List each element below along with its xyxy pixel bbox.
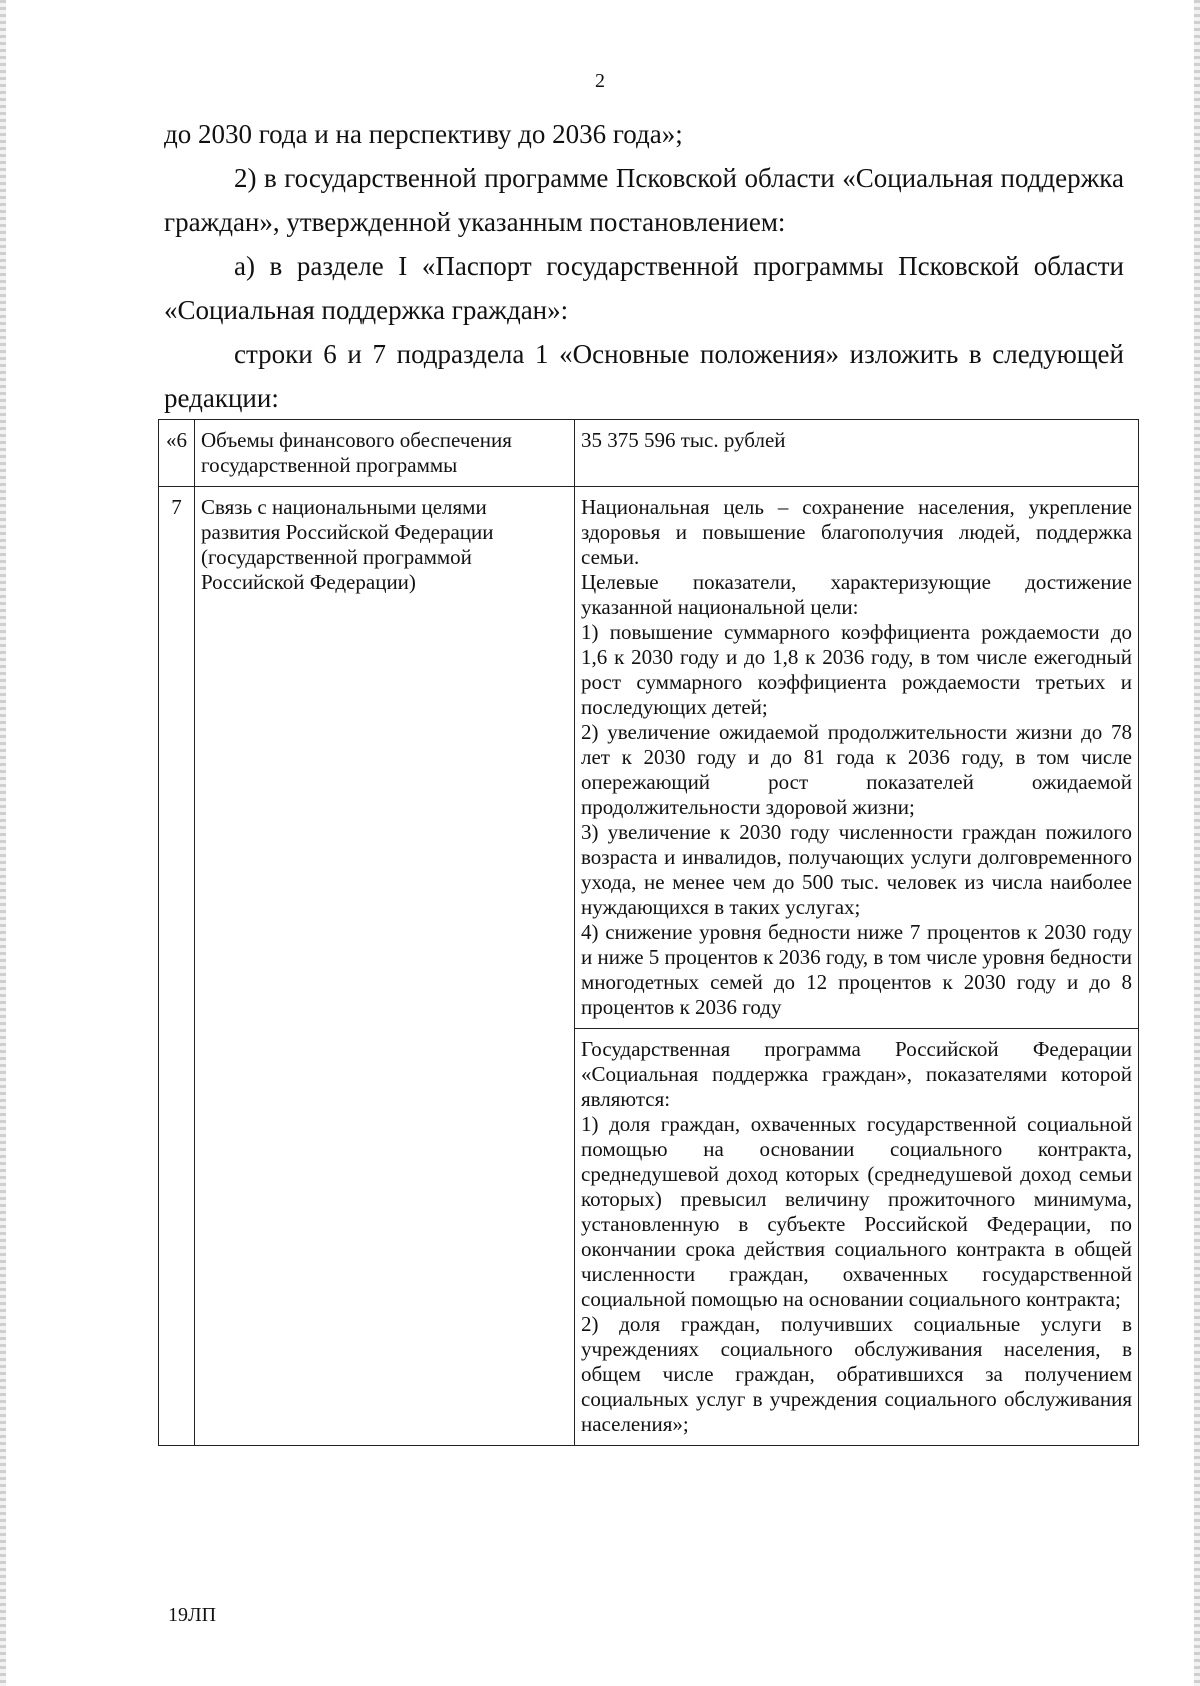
indicator-item: 4) снижение уровня бедности ниже 7 процентов к 2030 году и ниже 5 процентов к 2036 году, в том числе уровня бедности многодетных семей до 12 процентов к 2030 году и до 8 процентов к 2036 году <box>581 920 1132 1019</box>
table-row-7 <box>159 487 1139 1029</box>
paragraph-item-a: а) в разделе I «Паспорт государственной программы Псковской области «Социальная поддержка граждан»: <box>164 251 1124 325</box>
row-value: 35 375 596 тыс. рублей <box>575 420 1139 487</box>
page-number: 2 <box>595 70 605 92</box>
indicator-item: 2) увеличение ожидаемой продолжительности жизни до 78 лет к 2030 году и до 81 года к 2036 году, в том числе опережающий рост показателей ожидаемой продолжительности здоровой жизни; <box>581 720 1132 819</box>
national-goal: Национальная цель – сохранение населения, укрепление здоровья и повышение благополучия людей, поддержка семьи. <box>581 495 1132 569</box>
program-item: 2) доля граждан, получивших социальные услуги в учреждениях социального обслуживания населения, в общем числе граждан, обратившихся за получением социальных услуг в учреждения социального обслуживания населения»; <box>581 1312 1132 1436</box>
scan-edge-right <box>1194 0 1200 1686</box>
row-number: 7 <box>159 487 195 1446</box>
document-code: 19ЛП <box>168 1604 217 1626</box>
table-row-6 <box>159 420 1139 487</box>
paragraph-continuation: до 2030 года и на перспективу до 2036 года»; <box>164 119 683 149</box>
national-goal-cell <box>575 487 1139 1029</box>
program-item: 1) доля граждан, охваченных государственной социальной помощью на основании социального контракта, среднедушевой доход которых (среднедушевой доход семьи которых) превысил величину прожиточного минимума, установленную в субъекте Российской Федерации, по окончании срока действия социального контракта в общей численности граждан, охваченных государственной социальной помощью на основании социального контракта; <box>581 1112 1132 1311</box>
row-number: «6 <box>159 420 195 487</box>
paragraph-item-2: 2) в государственной программе Псковской области «Социальная поддержка граждан», утвержденной указанным постановлением: <box>164 163 1124 237</box>
row-name: Объемы финансового обеспечения государственной программы <box>195 420 575 487</box>
program-passport-table <box>158 419 1139 1446</box>
paragraph-rows-instruction: строки 6 и 7 подраздела 1 «Основные положения» изложить в следующей редакции: <box>164 339 1124 413</box>
indicator-item: 1) повышение суммарного коэффициента рождаемости до 1,6 к 2030 году и до 1,8 к 2036 году, в том числе ежегодный рост суммарного коэффициента рождаемости третьих и последующих детей; <box>581 620 1132 719</box>
indicator-item: 3) увеличение к 2030 году численности граждан пожилого возраста и инвалидов, получающих услуги долговременного ухода, не менее чем до 500 тыс. человек из числа наиболее нуждающихся в таких услугах; <box>581 820 1132 919</box>
federal-program-cell <box>575 1029 1139 1446</box>
row-name: Связь с национальными целями развития Российской Федерации (государственной программой Российской Федерации) <box>195 487 575 1446</box>
indicators-intro: Целевые показатели, характеризующие достижение указанной национальной цели: <box>581 570 1132 619</box>
program-intro: Государственная программа Российской Федерации «Социальная поддержка граждан», показателями которой являются: <box>581 1037 1132 1111</box>
scan-edge-left <box>0 0 6 1686</box>
